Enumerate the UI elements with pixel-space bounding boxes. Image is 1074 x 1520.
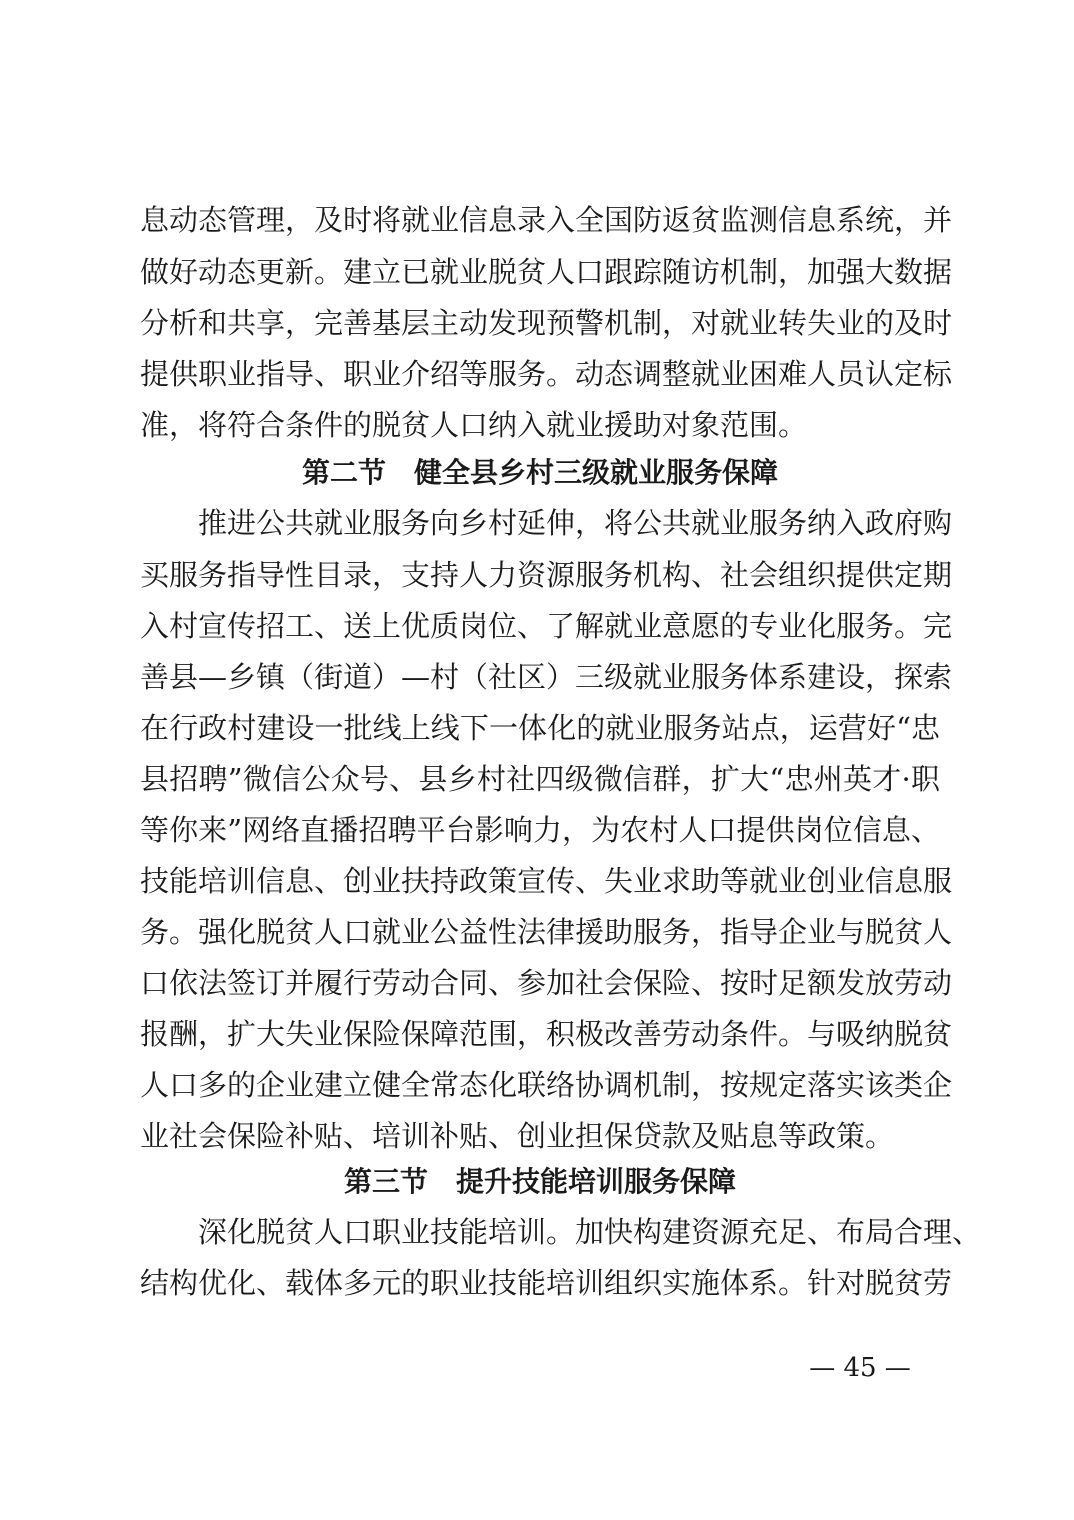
paragraph-1-line: 提供职业指导、职业介绍等服务。动态调整就业困难人员认定标: [140, 357, 953, 391]
paragraph-1-line: 分析和共享，完善基层主动发现预警机制，对就业转失业的及时: [140, 306, 953, 340]
paragraph-1-line: 息动态管理，及时将就业信息录入全国防返贫监测信息系统，并: [140, 203, 953, 237]
paragraph-2-line: 技能培训信息、创业扶持政策宣传、失业求助等就业创业信息服: [140, 864, 953, 898]
section-heading-3: [140, 1162, 940, 1202]
paragraph-2-line: 人口多的企业建立健全常态化联络协调机制，按规定落实该类企: [140, 1068, 953, 1102]
paragraph-2-line: 县招聘”微信公众号、县乡村社四级微信群，扩大“忠州英才·职: [140, 762, 940, 796]
paragraph-2-line: 善县—乡镇（街道）—村（社区）三级就业服务体系建设，探索: [140, 660, 953, 694]
section-title: 健全县乡村三级就业服务保障: [414, 456, 779, 489]
section-title: 提升技能培训服务保障: [456, 1165, 737, 1198]
paragraph-1-line: 做好动态更新。建立已就业脱贫人口跟踪随访机制，加强大数据: [140, 255, 953, 289]
paragraph-2-line: 在行政村建设一批线上线下一体化的就业服务站点，运营好“忠: [140, 711, 940, 745]
paragraph-2-line: 口依法签订并履行劳动合同、参加社会保险、按时足额发放劳动: [140, 966, 953, 1000]
paragraph-2-line: 务。强化脱贫人口就业公益性法律援助服务，指导企业与脱贫人: [140, 915, 953, 949]
section-number: 第三节: [343, 1165, 428, 1198]
paragraph-2-line: 买服务指导性目录，支持人力资源服务机构、社会组织提供定期: [140, 558, 953, 592]
section-number: 第二节: [301, 456, 386, 489]
paragraph-2-line: 等你来”网络直播招聘平台影响力，为农村人口提供岗位信息、: [140, 813, 940, 847]
section-heading-2: [140, 453, 940, 493]
page-number: — 45 —: [809, 1353, 911, 1383]
paragraph-3-line: 结构优化、载体多元的职业技能培训组织实施体系。针对脱贫劳: [140, 1266, 953, 1300]
paragraph-1-line: 准，将符合条件的脱贫人口纳入就业援助对象范围。: [140, 408, 808, 442]
paragraph-2-line: 业社会保险补贴、培训补贴、创业担保贷款及贴息等政策。: [140, 1119, 895, 1153]
paragraph-2-line: 入村宣传招工、送上优质岗位、了解就业意愿的专业化服务。完: [140, 609, 953, 643]
paragraph-2-line: 报酬，扩大失业保险保障范围，积极改善劳动条件。与吸纳脱贫: [140, 1017, 953, 1051]
paragraph-2-line: 推进公共就业服务向乡村延伸，将公共就业服务纳入政府购: [140, 506, 953, 540]
paragraph-3-line: 深化脱贫人口职业技能培训。加快构建资源充足、布局合理、: [140, 1215, 982, 1249]
